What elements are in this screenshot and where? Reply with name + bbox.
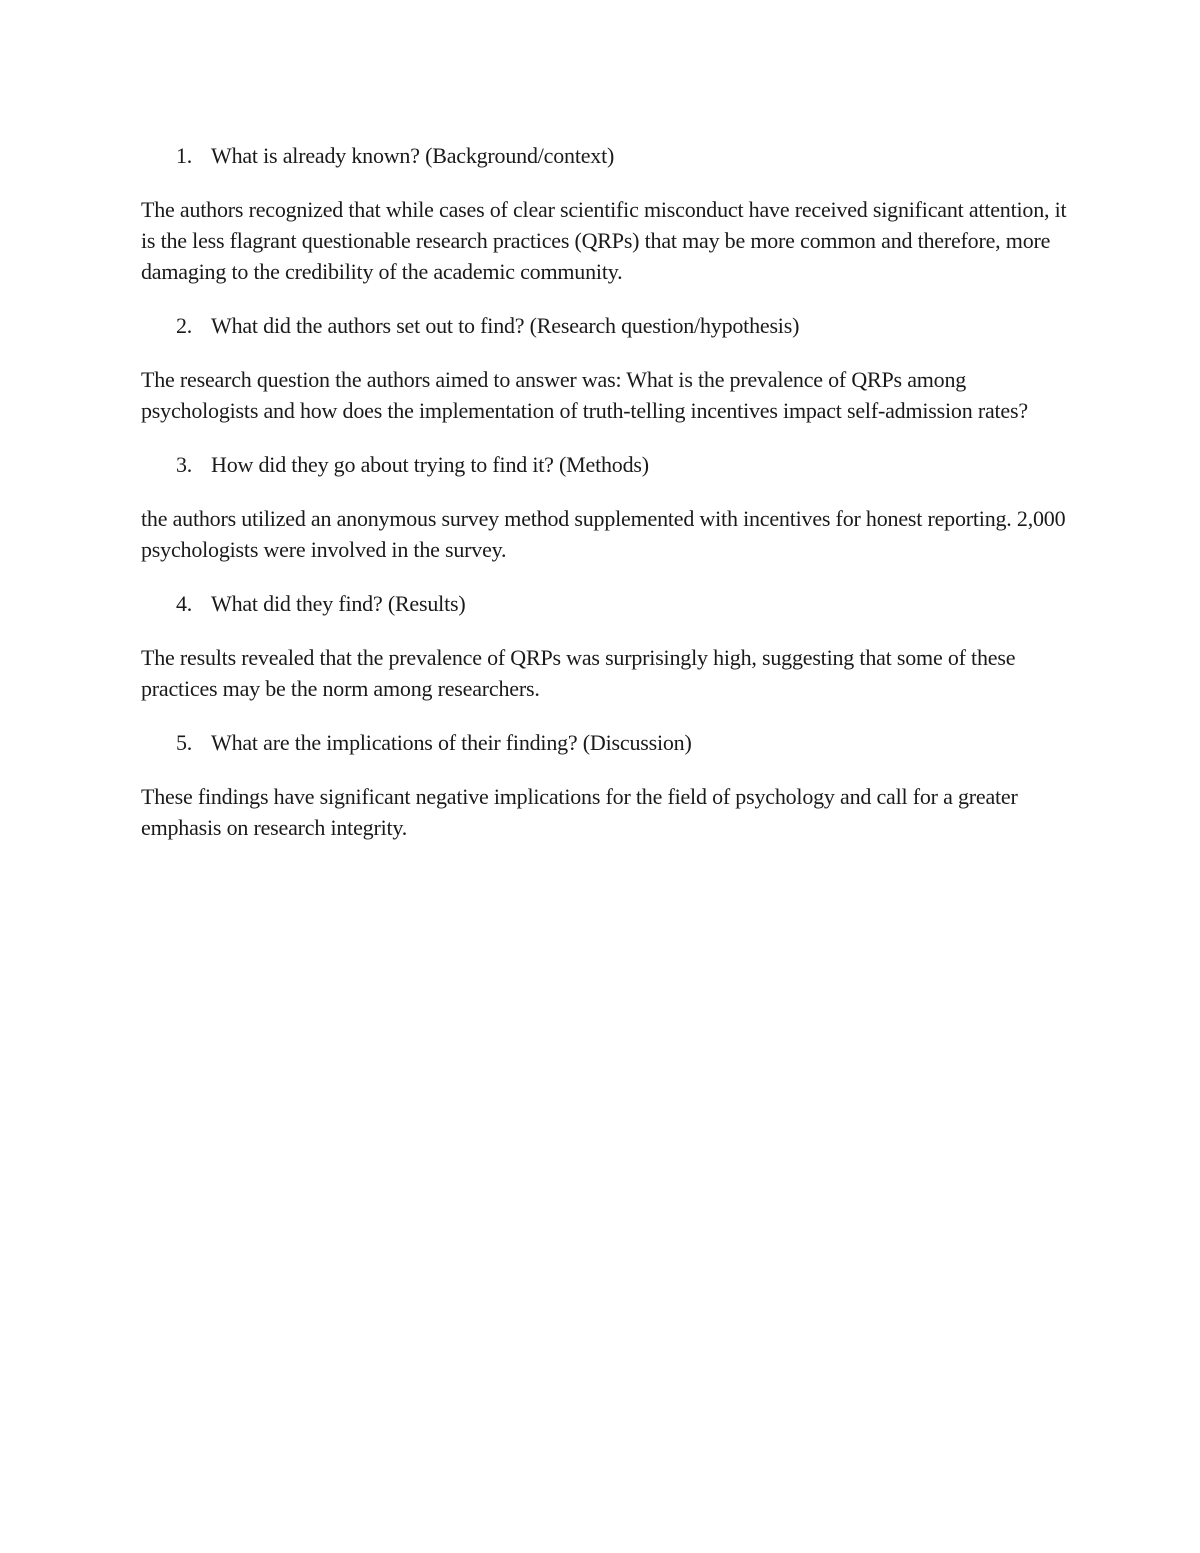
question-text: What did they find? (Results) <box>211 591 466 616</box>
question-text: What are the implications of their finding? (Discussion) <box>211 730 692 755</box>
answer-paragraph: the authors utilized an anonymous survey method supplemented with incentives for honest reporting. 2,000 psychologists were involved in the survey. <box>141 506 1066 562</box>
question-item <box>141 310 1071 341</box>
question-text: What did the authors set out to find? (Research question/hypothesis) <box>211 313 800 338</box>
question-number: 4. <box>176 591 193 616</box>
question-item <box>141 140 1071 171</box>
question-number: 5. <box>176 730 193 755</box>
question-number: 3. <box>176 452 193 477</box>
answer-paragraph: These findings have significant negative implications for the field of psychology and call for a greater emphasis on research integrity. <box>141 784 1018 840</box>
question-number: 2. <box>176 313 193 338</box>
answer-paragraph: The authors recognized that while cases of clear scientific misconduct have received significant attention, it is the less flagrant questionable research practices (QRPs) that may be more common and therefore, more damaging to the credibility of the academic community. <box>141 197 1067 284</box>
question-item <box>141 727 1071 758</box>
question-text: How did they go about trying to find it? (Methods) <box>211 452 649 477</box>
document-body <box>141 140 1071 866</box>
question-text: What is already known? (Background/context) <box>211 143 615 168</box>
answer-paragraph: The results revealed that the prevalence of QRPs was surprisingly high, suggesting that some of these practices may be the norm among researchers. <box>141 645 1016 701</box>
question-number: 1. <box>176 143 193 168</box>
question-item <box>141 449 1071 480</box>
answer-paragraph: The research question the authors aimed to answer was: What is the prevalence of QRPs among psychologists and how does the implementation of truth-telling incentives impact self-admission rates? <box>141 367 1028 423</box>
question-item <box>141 588 1071 619</box>
